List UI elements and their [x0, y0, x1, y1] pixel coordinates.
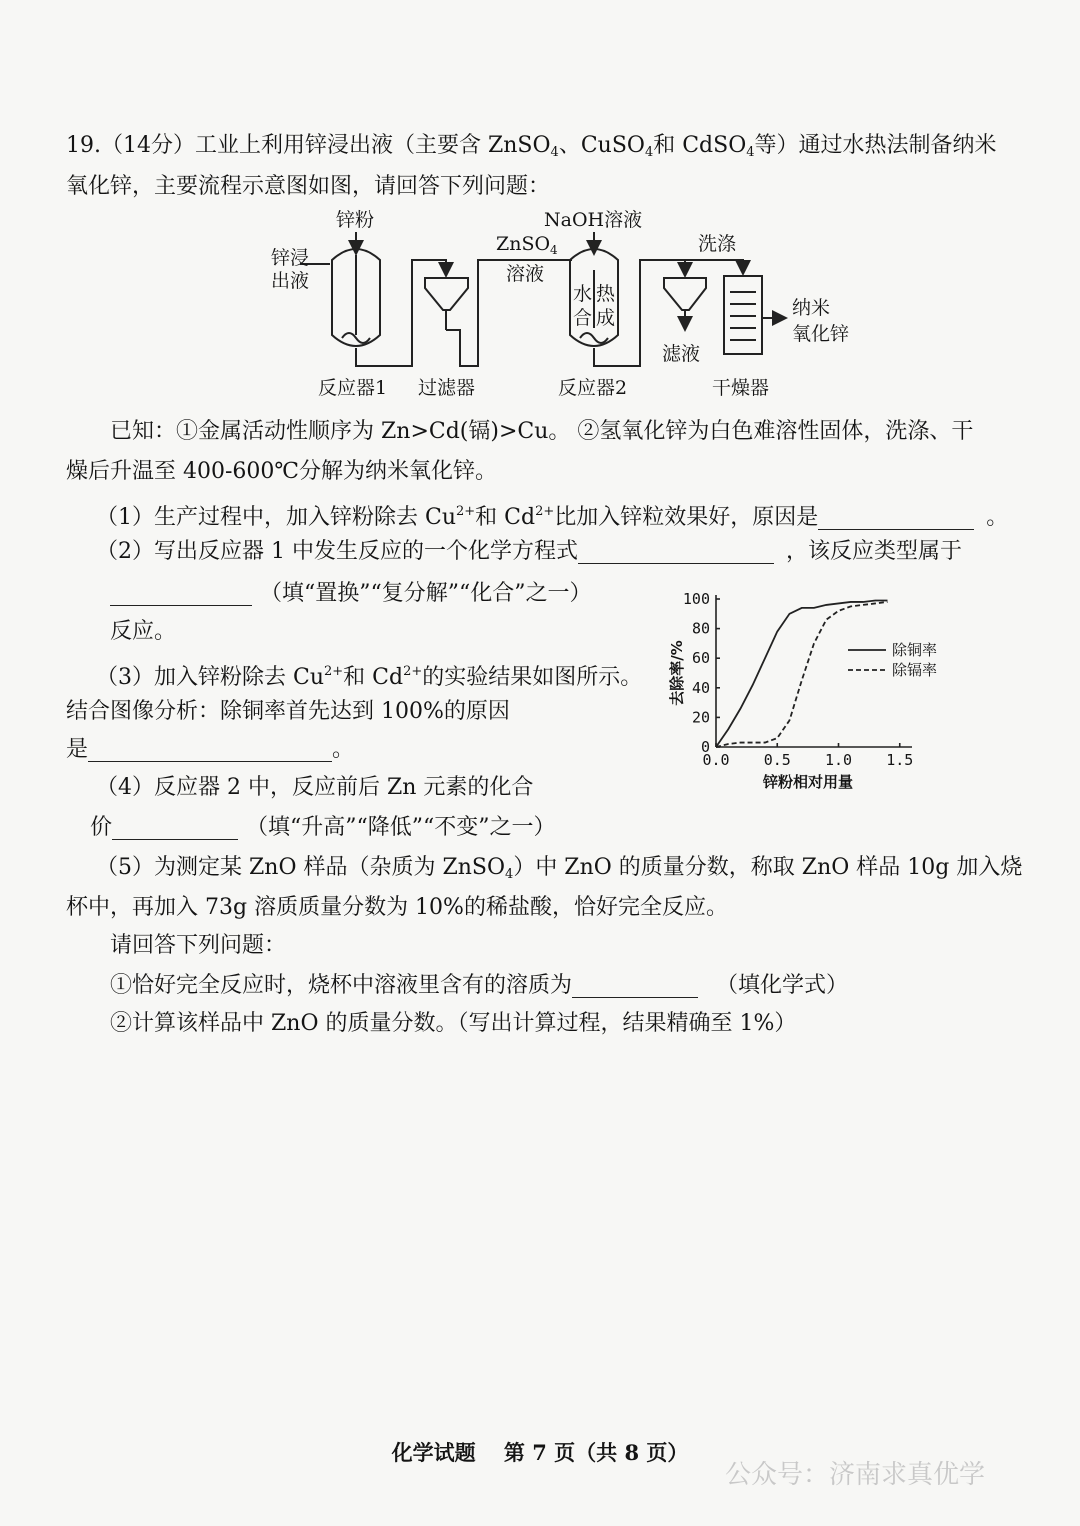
svg-text:成: 成 — [596, 307, 616, 329]
q4-line1: （4）反应器 2 中，反应前后 Zn 元素的化合 — [96, 775, 534, 800]
q5-solute-blank[interactable] — [572, 971, 698, 998]
svg-text:ZnSO4: ZnSO$_4$ — [496, 233, 558, 257]
y-tick-label: 0 — [700, 738, 710, 756]
svg-text:洗涤: 洗涤 — [698, 233, 737, 255]
question-intro: 19.（14分）工业上利用锌浸出液（主要含 ZnSO$_4$、CuSO$_4$和 CdSO$_4$等）通过水热法制备纳米 — [66, 133, 997, 160]
q3-line3: 是 。 — [66, 737, 355, 762]
series-line-2 — [716, 602, 888, 747]
q1-answer-blank[interactable] — [818, 503, 974, 530]
process-flow-diagram — [0, 200, 1080, 410]
series-line-1 — [716, 600, 888, 747]
svg-text:过滤器: 过滤器 — [418, 377, 476, 399]
svg-text:热: 热 — [596, 283, 616, 305]
svg-text:合: 合 — [573, 307, 593, 329]
y-tick-label: 20 — [691, 708, 710, 727]
q2-line2: （填“置换”“复分解”“化合”之一） — [110, 578, 591, 610]
svg-text:锌粉: 锌粉 — [336, 209, 375, 231]
q2-line1: （2）写出反应器 1 中发生反应的一个化学方程式 ，该反应类型属于 — [96, 539, 962, 564]
svg-text:水: 水 — [573, 283, 593, 305]
watermark: 公众号：济南求真优学 — [725, 1460, 986, 1490]
y-axis-label: 去除率/% — [668, 640, 686, 706]
legend-label-1: 除铜率 — [892, 641, 938, 659]
svg-text:溶液: 溶液 — [506, 263, 545, 285]
q5-line4: ①恰好完全反应时，烧杯中溶液里含有的溶质为 （填化学式） — [110, 973, 849, 998]
known-line1: 已知：①金属活动性顺序为 Zn>Cd(镉)>Cu。 ②氢氧化锌为白色难溶性固体，洗涤、干 — [110, 419, 974, 444]
x-tick-label: 0.0 — [702, 751, 730, 769]
svg-text:滤液: 滤液 — [662, 343, 701, 365]
q5-line3: 请回答下列问题： — [110, 933, 287, 958]
x-tick-label: 1.0 — [824, 751, 853, 769]
q5-line5: ②计算该样品中 ZnO 的质量分数。（写出计算过程，结果精确至 1%） — [110, 1011, 797, 1036]
q2-line3: 反应。 — [110, 619, 177, 644]
svg-text:反应器1: 反应器1 — [318, 377, 388, 399]
svg-text:锌浸: 锌浸 — [271, 247, 310, 269]
filter2-funnel — [664, 278, 706, 310]
q3-line1: （3）加入锌粉除去 $Cu^{2+}$和 $Cd^{2+}$的实验结果如图所示。 — [96, 664, 643, 690]
svg-text:NaOH溶液: NaOH溶液 — [544, 209, 643, 231]
y-tick-label: 40 — [691, 678, 710, 697]
known-line2: 燥后升温至 400-600℃分解为纳米氧化锌。 — [66, 459, 498, 484]
removal-rate-chart — [660, 576, 960, 806]
q3-answer-blank[interactable] — [88, 735, 332, 762]
q4-answer-blank[interactable] — [112, 813, 238, 840]
q3-line2: 结合图像分析：除铜率首先达到 100%的原因 — [66, 699, 510, 724]
question-intro-2: 氧化锌，主要流程示意图如图，请回答下列问题： — [66, 174, 551, 199]
legend-label-2: 除镉率 — [892, 661, 938, 679]
x-tick-label: 0.5 — [763, 751, 791, 769]
x-axis-label: 锌粉相对用量 — [762, 773, 854, 791]
q2-equation-blank[interactable] — [578, 537, 774, 564]
q5-line2: 杯中，再加入 73g 溶质质量分数为 10%的稀盐酸，恰好完全反应。 — [66, 895, 728, 920]
y-tick-label: 60 — [691, 649, 710, 668]
q5-line1: （5）为测定某 ZnO 样品（杂质为 ZnSO$_4$）中 ZnO 的质量分数，称取 ZnO 样品 10g 加入烧 — [96, 855, 1023, 882]
page-footer: 化学试题 第 7 页（共 8 页） — [391, 1440, 689, 1465]
q1: （1）生产过程中，加入锌粉除去 $Cu^{2+}$和 $Cd^{2+}$比加入锌粒效果好，原因是 。 — [96, 504, 1009, 530]
svg-text:反应器2: 反应器2 — [558, 377, 628, 399]
svg-text:出液: 出液 — [271, 270, 310, 292]
q2-type-blank[interactable] — [110, 579, 252, 606]
y-tick-label: 80 — [691, 619, 710, 638]
svg-text:干燥器: 干燥器 — [712, 377, 770, 399]
svg-text:氧化锌: 氧化锌 — [792, 323, 850, 345]
y-tick-label: 100 — [682, 590, 710, 608]
filter1-funnel — [425, 278, 468, 310]
svg-text:纳米: 纳米 — [792, 297, 831, 319]
q4-line2: 价 （填“升高”“降低”“不变”之一） — [90, 815, 556, 840]
x-tick-label: 1.5 — [886, 751, 914, 769]
